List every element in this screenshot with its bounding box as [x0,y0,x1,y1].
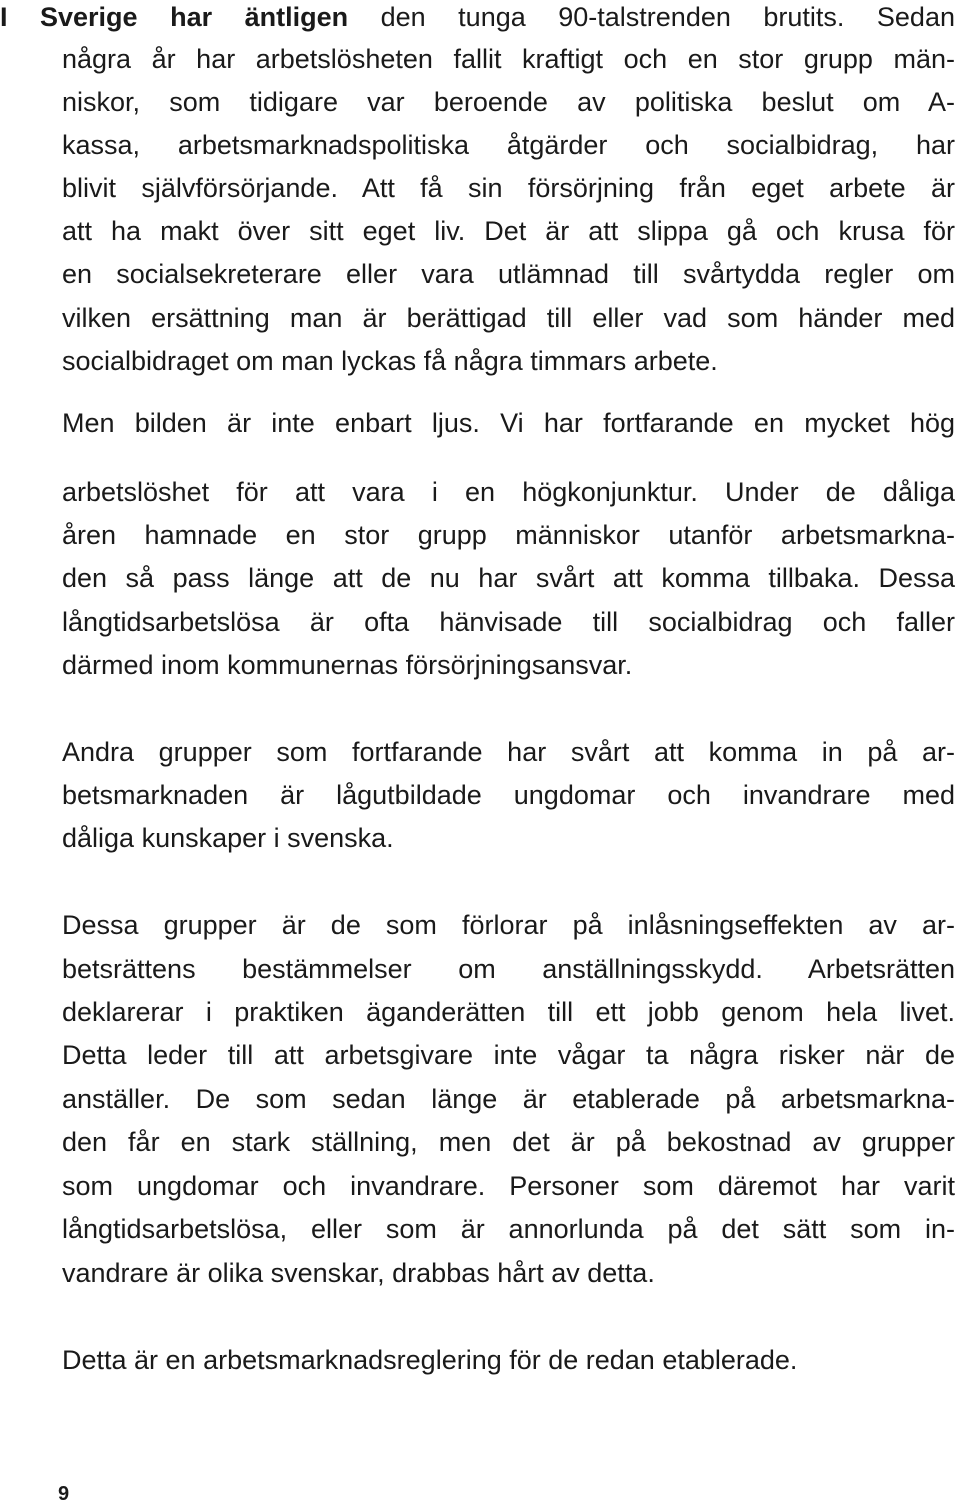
text-line: dåliga kunskaper i svenska. [62,823,394,853]
text-line: som ungdomar och invandrare. Personer som däremot har varit [62,1171,955,1201]
text-line: niskor, som tidigare var beroende av politiska beslut om A- [62,87,955,117]
text-line: den så pass länge att de nu har svårt att komma tillbaka. Dessa [62,563,955,593]
text-line: åren hamnade en stor grupp människor utanför arbetsmarkna- [62,520,955,550]
text-line: att ha makt över sitt eget liv. Det är att slippa gå och krusa för [62,216,955,246]
text-line: därmed inom kommunernas försörjningsansvar. [62,650,633,680]
text-line: Dessa grupper är de som förlorar på inlåsningseffekten av ar- [62,910,955,940]
text-line: långtidsarbetslösa är ofta hänvisade till socialbidrag och faller [62,607,955,637]
text-line: betsmarknaden är lågutbildade ungdomar och invandrare med [62,780,955,810]
text-line: några år har arbetslösheten fallit kraftigt och en stor grupp män- [62,44,955,74]
text-line: långtidsarbetslösa, eller som är annorlunda på det sätt som in- [62,1214,955,1244]
text-line: betsrättens bestämmelser om anställningsskydd. Arbetsrätten [62,954,955,984]
text-line: Detta är en arbetsmarknadsreglering för de redan etablerade. [62,1345,798,1375]
text-line: vandrare är olika svenskar, drabbas hårt av detta. [62,1258,655,1288]
text-line: Detta leder till att arbetsgivare inte vågar ta några risker när de [62,1040,955,1070]
text-line [0,0,955,37]
text-line: socialbidraget om man lyckas få några timmars arbete. [62,346,718,376]
text-line: anställer. De som sedan länge är etablerade på arbetsmarkna- [62,1084,955,1114]
text-line: Andra grupper som fortfarande har svårt att komma in på ar- [62,737,955,767]
text-line-content: den tunga 90-talstrenden brutits. Sedan [380,2,955,32]
text-line: arbetslöshet för att vara i en högkonjunktur. Under de dåliga [62,477,955,507]
lead-in: I Sverige har äntligen [0,2,349,32]
text-line: kassa, arbetsmarknadspolitiska åtgärder och socialbidrag, har [62,130,955,160]
text-line: en socialsekreterare eller vara utlämnad till svårtydda regler om [62,259,955,289]
text-line: Men bilden är inte enbart ljus. Vi har fortfarande en mycket hög [62,408,955,438]
text-line: vilken ersättning man är berättigad till eller vad som händer med [62,303,955,333]
text-line: den får en stark ställning, men det är på bekostnad av grupper [62,1127,955,1157]
text-line: blivit självförsörjande. Att få sin försörjning från eget arbete är [62,173,955,203]
text-line: deklarerar i praktiken äganderätten till ett jobb genom hela livet. [62,997,955,1027]
page-number: 9 [58,1483,70,1505]
